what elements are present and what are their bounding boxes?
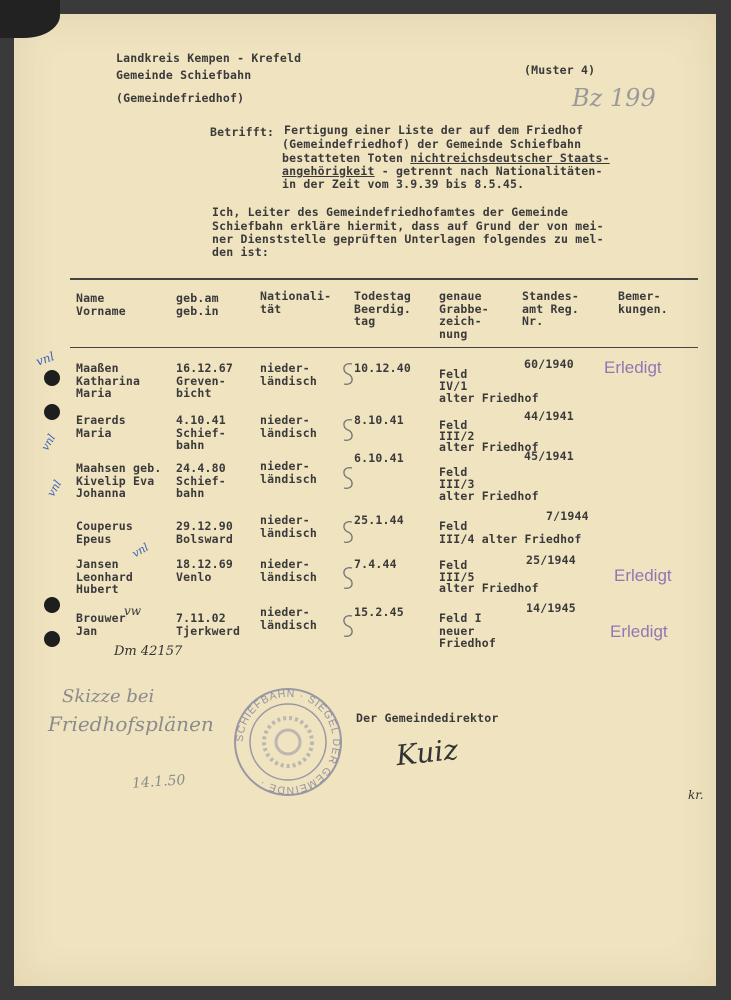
s-mark: [344, 468, 352, 489]
seal-text: SCHIEFBAHN · SIEGEL DER GEMEINDE ·: [233, 687, 343, 797]
ink-register-note: Dm 42157: [114, 644, 183, 659]
subject-line-4: [282, 165, 603, 178]
ink-mark: vw: [124, 604, 142, 618]
s-mark: [344, 568, 352, 589]
cell-nationality: nieder- ländisch: [260, 459, 317, 486]
official-seal: [232, 686, 344, 798]
cell-born: 24.4.80 Schief- bahn: [176, 461, 226, 500]
cell-death: 8.10.41: [354, 413, 404, 427]
header-cemetery: (Gemeindefriedhof): [116, 91, 245, 105]
col-header-remarks: Bemer- kungen.: [618, 289, 668, 316]
cell-born: 7.11.02 Tjerkwerd: [176, 611, 241, 638]
cell-remark-stamp: Erledigt: [614, 566, 672, 585]
cell-grave: Feld III/4 alter Friedhof: [439, 519, 582, 546]
document-page: [14, 14, 716, 986]
subject-line-2: (Gemeindefriedhof) der Gemeinde Schiefbahn: [282, 137, 582, 151]
cell-death: 6.10.41: [354, 451, 404, 465]
col-header-register: Standes- amt Reg. Nr.: [522, 289, 579, 328]
cell-grave: Feld III/3 alter Friedhof: [439, 465, 539, 503]
cell-register: 14/1945: [526, 601, 576, 615]
s-mark: [344, 364, 352, 385]
handwritten-reference: Bz 199: [572, 84, 656, 112]
torn-corner: [0, 0, 60, 38]
header-muster: (Muster 4): [524, 63, 596, 77]
cell-remark-stamp: Erledigt: [610, 622, 668, 641]
cell-register: 7/1944: [546, 509, 589, 523]
subject-line-3: [282, 152, 610, 165]
cell-name: Eraerds Maria: [76, 413, 126, 440]
cell-grave: Feld III/5 alter Friedhof: [439, 558, 539, 595]
blue-pencil-mark: vnl: [44, 477, 65, 500]
col-header-nationality: Nationali- tät: [260, 289, 332, 316]
cell-nationality: nieder- ländisch: [260, 361, 317, 388]
pencil-note-line-1: Skizze bei: [62, 686, 155, 707]
blue-pencil-mark: vnl: [34, 349, 57, 369]
cell-grave: Feld I neuer Friedhof: [439, 611, 496, 650]
cell-grave: Feld IV/1 alter Friedhof: [439, 367, 539, 405]
cell-born: 18.12.69 Venlo: [176, 557, 233, 584]
cell-name: Jansen Leonhard Hubert: [76, 557, 133, 596]
cell-register: 60/1940: [524, 357, 574, 371]
subject-line-5: in der Zeit vom 3.9.39 bis 8.5.45.: [282, 177, 525, 191]
cell-death: 25.1.44: [354, 513, 404, 527]
cell-name: Brouwer Jan: [76, 611, 126, 638]
cell-grave: Feld III/2 alter Friedhof: [439, 418, 539, 454]
punch-hole: [44, 597, 60, 613]
cell-name: Couperus Epeus: [76, 519, 133, 546]
subject-line-3b: nichtreichsdeutscher Staats-: [410, 151, 610, 165]
handwritten-s-marks: [334, 354, 364, 644]
col-header-grave: genaue Grabbe- zeich- nung: [439, 289, 489, 341]
director-label: Der Gemeindedirektor: [356, 711, 499, 725]
s-mark: [344, 616, 352, 637]
cell-death: 15.2.45: [354, 605, 404, 619]
cell-nationality: nieder- ländisch: [260, 557, 317, 584]
subject-label: Betrifft:: [210, 125, 275, 139]
intro-line-4: den ist:: [212, 245, 269, 259]
subject-line-4a: angehörigkeit: [282, 164, 375, 178]
table-header-rule: [70, 347, 698, 348]
cell-death: 10.12.40: [354, 361, 411, 375]
header-municipality: Gemeinde Schiefbahn: [116, 68, 252, 82]
intro-line-2: Schiefbahn erkläre hiermit, dass auf Grund der von mei-: [212, 219, 604, 233]
punch-hole: [44, 631, 60, 647]
s-mark: [344, 420, 352, 441]
intro-line-1: Ich, Leiter des Gemeindefriedhofamtes der Gemeinde: [212, 205, 569, 219]
col-header-name: Name Vorname: [76, 291, 126, 318]
punch-hole: [44, 404, 60, 420]
cell-death: 7.4.44: [354, 557, 397, 571]
cell-born: 4.10.41 Schief- bahn: [176, 413, 226, 452]
header-district: Landkreis Kempen - Krefeld: [116, 51, 302, 65]
cell-nationality: nieder- ländisch: [260, 413, 317, 440]
punch-hole: [44, 370, 60, 386]
subject-line-1: Fertigung einer Liste der auf dem Friedhof: [284, 123, 584, 137]
cell-born: 29.12.90 Bolsward: [176, 519, 233, 546]
intro-line-3: ner Dienststelle geprüften Unterlagen folgendes zu mel-: [212, 232, 604, 246]
cell-name: Maaßen Katharina Maria: [76, 361, 141, 400]
cell-nationality: nieder- ländisch: [260, 605, 317, 632]
pencil-note-line-2: Friedhofsplänen: [48, 712, 214, 736]
cell-register: 25/1944: [526, 553, 576, 567]
col-header-death: Todestag Beerdig. tag: [354, 289, 411, 328]
col-header-born: geb.am geb.in: [176, 291, 219, 318]
cell-name: Maahsen geb. Kivelip Eva Johanna: [76, 461, 162, 500]
corner-mark: kr.: [688, 788, 704, 802]
blue-pencil-mark: vnl: [129, 540, 151, 561]
pencil-note-date: 14.1.50: [131, 772, 186, 792]
cell-born: 16.12.67 Greven- bicht: [176, 361, 233, 400]
cell-register: 44/1941: [524, 409, 574, 423]
blue-pencil-mark: vnl: [38, 431, 59, 454]
cell-register: 45/1941: [524, 449, 574, 463]
director-signature: Kuiz: [394, 732, 460, 773]
subject-line-3a: bestatteten Toten: [282, 151, 411, 165]
cell-remark-stamp: Erledigt: [604, 358, 662, 377]
table-top-rule: [70, 278, 698, 280]
cell-nationality: nieder- ländisch: [260, 513, 317, 540]
subject-line-4b: - getrennt nach Nationalitäten-: [374, 164, 603, 178]
s-mark: [344, 522, 352, 543]
